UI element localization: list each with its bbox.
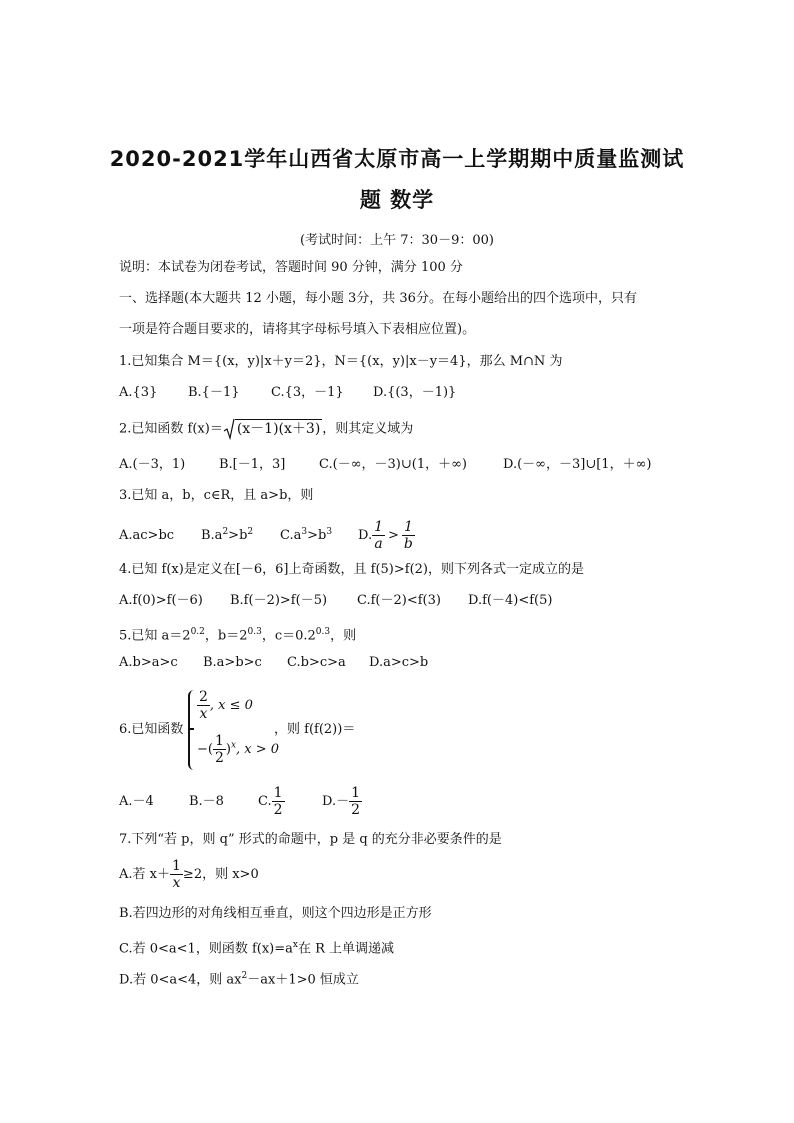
fraction: $\frac{2}{x}$ <box>199 689 208 722</box>
q2-stem <box>119 418 413 440</box>
fraction: $\frac{1}{2}$ <box>351 785 361 818</box>
q3-stem: 3.已知 a，b，c∈R，且 a>b，则 <box>119 488 314 503</box>
radical-sign <box>223 418 235 440</box>
q7-option-c: C.若 0<a<1，则函数 $f(x)=a^x$在 R 上单调递减 <box>119 940 395 957</box>
fraction: $\frac{1}{x}$ <box>172 858 181 891</box>
q6-options <box>119 785 362 819</box>
q5-options <box>119 654 428 672</box>
q5-option-d: D.a>c>b <box>369 655 429 670</box>
q4-option-a: A.f(0)>f(－6) <box>119 593 203 608</box>
q6-case-1: $\frac{2}{x}$ , x ≤ 0 <box>199 689 253 722</box>
fraction: $\frac{1}{2}$ <box>214 733 224 766</box>
q3-options <box>119 515 415 553</box>
q5-stem: 5.已知 $a=2^{0.2}$，$b=2^{0.3}$，$c=0.2^{0.3}$，则 <box>119 627 357 644</box>
q5-option-a: A.b>a>c <box>119 655 178 670</box>
q4-stem: 4.已知 f(x)是定义在[－6，6]上奇函数，且 f(5)>f(2)，则下列各式一定成立的是 <box>119 562 584 577</box>
q1-option-b: B.{－1} <box>188 385 240 400</box>
q7-option-a: A.若 x＋ $\frac{1}{x}$ ≥2，则 x>0 <box>119 858 259 891</box>
piecewise-brace <box>188 690 196 770</box>
q2-option-c: C.(－∞，－3)∪(1，＋∞) <box>319 457 467 472</box>
q3-option-d: D. $\frac{1}{a}$ > $\frac{1}{b}$ <box>358 519 413 553</box>
fraction: $\frac{1}{b}$ <box>403 519 413 553</box>
q1-stem: 1.已知集合 M＝{(x，y)|x＋y＝2}，N＝{(x，y)|x－y＝4}，那么 M∩N 为 <box>119 354 563 369</box>
q3-option-a: A.ac>bc <box>119 528 175 544</box>
fraction: $\frac{1}{2}$ <box>273 785 283 818</box>
fraction: $\frac{1}{a}$ <box>374 519 384 553</box>
q2-stem-post: ，则其定义域为 <box>322 421 414 437</box>
q6-option-d: D.－ $\frac{1}{2}$ <box>322 785 361 818</box>
q2-option-a: A.(－3，1) <box>119 457 186 472</box>
q2-options <box>119 456 651 474</box>
q7-stem: 7.下列“若 p，则 q” 形式的命题中，p 是 q 的充分非必要条件的是 <box>119 832 502 847</box>
q6-stem-post: ，则 f(f(2))＝ <box>274 722 356 737</box>
exam-note: 说明：本试卷为闭卷考试，答题时间 90 分钟，满分 100 分 <box>119 260 463 275</box>
q2-stem-pre: 2.已知函数 f(x)＝ <box>119 421 223 437</box>
sqrt-expression <box>223 418 322 440</box>
q6-option-b: B.－8 <box>189 794 224 809</box>
q3-option-c: $C.a^3>b^3$ <box>280 527 333 544</box>
q4-option-c: C.f(－2)<f(3) <box>357 593 441 608</box>
q7-option-d: D.若 0<a<4，则 $ax^2-ax+1>0$ 恒成立 <box>119 971 359 988</box>
q4-options <box>119 592 552 610</box>
q1-option-d: D.{(3，－1)} <box>373 385 457 400</box>
q2-option-b: B.[－1，3] <box>219 457 286 472</box>
q2-radicand: (x－1)(x＋3) <box>236 420 321 437</box>
q5-option-b: B.a>b>c <box>203 655 262 670</box>
q5-option-c: C.b>c>a <box>287 655 346 670</box>
q3-option-b: $B.a^2>b^2$ <box>201 527 254 544</box>
q6-option-a: A.－4 <box>119 794 154 809</box>
q6-case-2: −( $\frac{1}{2}$ )$^x$, x > 0 <box>197 733 280 766</box>
exam-title-line1: 2020-2021学年山西省太原市高一上学期期中质量监测试 <box>109 147 685 171</box>
brace-tip <box>189 728 194 730</box>
q6-option-c: C. $\frac{1}{2}$ <box>258 785 283 818</box>
section-heading-line1: 一、选择题(本大题共 12 小题，每小题 3分，共 36分。在每小题给出的四个选项中，只有 <box>119 291 637 306</box>
q1-option-a: A.{3} <box>119 385 158 400</box>
q2-option-d: D.(－∞，－3]∪[1，＋∞) <box>503 457 652 472</box>
section-heading-line2: 一项是符合题目要求的，请将其字母标号填入下表相应位置)。 <box>119 322 476 337</box>
q7-option-b: B.若四边形的对角线相互垂直，则这个四边形是正方形 <box>119 906 432 921</box>
exam-time: (考试时间：上午 7：30－9：00) <box>300 233 494 248</box>
q4-option-b: B.f(－2)>f(－5) <box>230 593 328 608</box>
exam-title-line2: 题 数学 <box>359 188 435 212</box>
q1-options <box>119 384 456 402</box>
q4-option-d: D.f(－4)<f(5) <box>468 593 553 608</box>
q6-stem-pre: 6.已知函数 <box>119 722 184 737</box>
q1-option-c: C.{3，－1} <box>271 385 344 400</box>
